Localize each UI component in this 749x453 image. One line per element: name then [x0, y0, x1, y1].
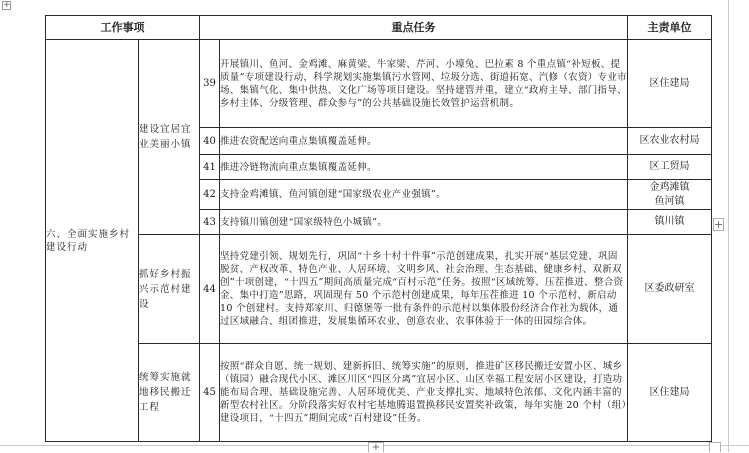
task-number: 41	[200, 155, 220, 180]
group-label: 统筹实施就地移民搬迁工程	[139, 344, 200, 442]
task-number: 42	[200, 180, 220, 210]
group-label: 建设宜居宜业美丽小镇	[139, 40, 200, 235]
task-text: 支持镇川镇创建“国家级特色小城镇”。	[220, 210, 628, 235]
responsible-unit: 金鸡滩镇 鱼河镇	[628, 180, 712, 210]
task-table	[45, 15, 712, 442]
table-row	[46, 235, 712, 344]
add-row-handle[interactable]: +	[368, 442, 384, 452]
task-text: 坚持党建引领、规划先行，巩固“十乡十村十件事”示范创建成果，扎实开展“基层党建、巩固脱贫、产权改革、特色产业、人居环境、文明乡风、社会治理、生态基础、健康乡村、双新双创”十项创建，“十四五”期间高质量完成“百村示范”任务。按照“区域统筹、压茬推进、整合资金、集中打造”思路，巩固现有 50 个示范村创建成果，每年压茬推进 10 个示范村、新启动 10 个创建村。支持郑家川、归德堡等一批有条件的示范村以集体股份经济合作社为载体，通过区域融合、组团推进，发展集循环农业、创意农业、农事体验于一体的田园综合体。	[220, 235, 628, 344]
task-text: 支持金鸡滩镇、鱼河镇创建“国家级农业产业强镇”。	[220, 180, 628, 210]
task-text: 按照“群众自愿、统一规划、建新拆旧、统筹实施”的原则，推进矿区移民搬迁安置小区、城乡（镇园）融合现代小区、滩区川区“四区分离”宜居小区、山区幸福工程安居小区建设，打造功能布局合理、基础设施完善、人居环境优美、产业支撑扎实、地域特色浓郁、文化内涵丰富的新型农村社区。分阶段落实好农村宅基地腾退置换移民安置奖补政策，每年实施 20 个村（组）建设项目，“十四五”期间完成“百村建设”任务。	[220, 344, 628, 442]
responsible-unit: 区农业农村局	[628, 128, 712, 155]
table-row	[46, 344, 712, 442]
task-text: 推进农资配送向重点集镇覆盖延伸。	[220, 128, 628, 155]
task-text: 开展镇川、鱼河、金鸡滩、麻黄梁、牛家梁、芹河、小壕兔、巴拉素 8 个重点镇“补短板、提质量”专项建设行动，科学规划实施集镇污水管网、垃圾分选、街道拓宽、汽修（农资）专业市场、集镇气化、集中供热、文化广场等项目建设。坚持建管并重，建立“政府主导、部门指导、乡村主体、分级管理、群众参与”的公共基础设施长效管护运营机制。	[220, 40, 628, 128]
table-resize-handle[interactable]	[709, 442, 721, 452]
responsible-unit: 区住建局	[628, 40, 712, 128]
add-column-handle[interactable]: +	[714, 218, 724, 231]
responsible-unit: 区工贸局	[628, 155, 712, 180]
responsible-unit: 镇川镇	[628, 210, 712, 235]
table-move-handle[interactable]: +	[3, 0, 11, 10]
group-label: 抓好乡村振兴示范村建设	[139, 235, 200, 344]
header-responsible-unit: 主责单位	[628, 16, 712, 40]
section-label: 六、全面实施乡村建设行动	[46, 40, 139, 442]
task-number: 40	[200, 128, 220, 155]
table-row	[46, 40, 712, 128]
task-number: 44	[200, 235, 220, 344]
task-number: 45	[200, 344, 220, 442]
task-number: 39	[200, 40, 220, 128]
margin-guide-right	[728, 0, 729, 452]
table-header-row	[46, 16, 712, 40]
header-work-item: 工作事项	[46, 16, 200, 40]
responsible-unit: 区住建局	[628, 344, 712, 442]
task-number: 43	[200, 210, 220, 235]
responsible-unit: 区委政研室	[628, 235, 712, 344]
header-key-task: 重点任务	[200, 16, 628, 40]
task-text: 推进冷链物流向重点集镇覆盖延伸。	[220, 155, 628, 180]
